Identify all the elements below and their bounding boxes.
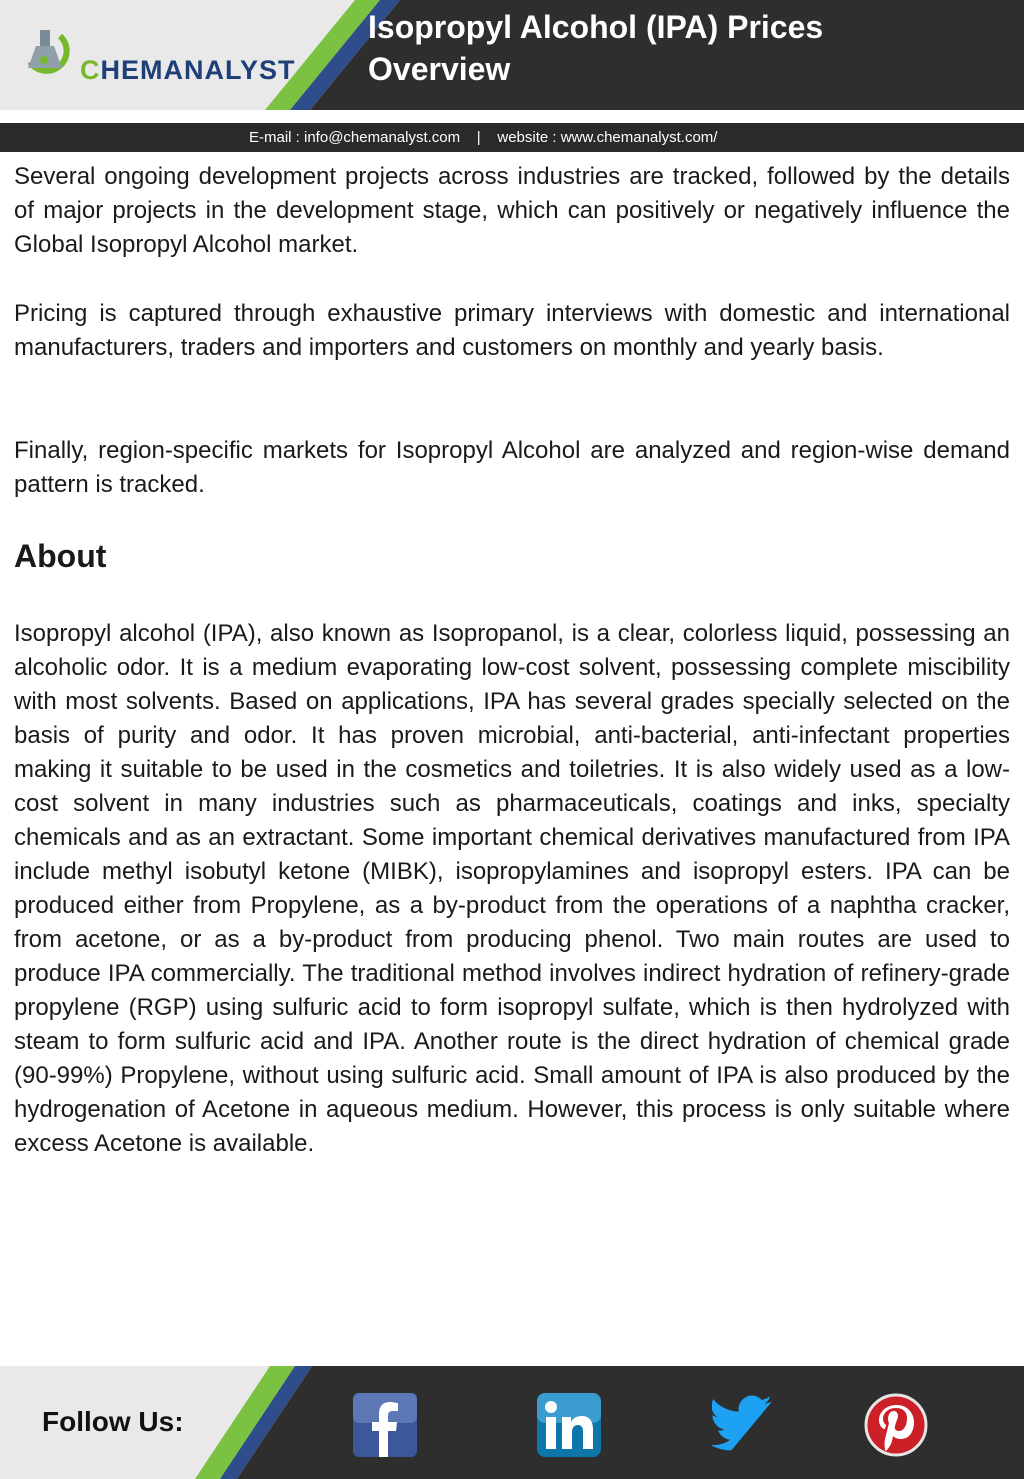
pinterest-icon[interactable] [864, 1393, 928, 1457]
flask-logo-icon [14, 22, 76, 84]
page-header [0, 0, 1024, 110]
paragraph-development-projects: Several ongoing development projects across industries are tracked, followed by the details of major projects in the development stage, which can positively or negatively influence the Global Isopropyl Alcohol market. [14, 163, 1010, 258]
twitter-icon[interactable] [712, 1393, 776, 1457]
page-title: Isopropyl Alcohol (IPA) Prices Overview [368, 9, 824, 87]
follow-us-label: Follow Us: [42, 1406, 184, 1437]
contact-info: E-mail : info@chemanalyst.com | website : www.chemanalyst.com/ [249, 129, 718, 146]
chemanalyst-logo [14, 22, 294, 88]
paragraph-pricing: Pricing is captured through exhaustive primary interviews with domestic and international manufacturers, traders and importers and customers on monthly and yearly basis. [14, 300, 1010, 361]
logo-wordmark: CHEMANALYST [80, 55, 296, 85]
linkedin-icon[interactable] [537, 1393, 601, 1457]
page-footer [0, 1366, 1024, 1479]
facebook-icon[interactable] [353, 1393, 417, 1457]
about-heading: About [14, 538, 107, 574]
contact-bar [0, 123, 1024, 152]
paragraph-regional-markets: Finally, region-specific markets for Isopropyl Alcohol are analyzed and region-wise demand pattern is tracked. [14, 437, 1010, 498]
paragraph-about: Isopropyl alcohol (IPA), also known as Isopropanol, is a clear, colorless liquid, possessing an alcoholic odor. It is a medium evaporating low-cost solvent, possessing complete miscibility with most solvents. Based on applications, IPA has several grades specially selected on the basis of purity and odor. It has proven microbial, anti-bacterial, anti-infectant properties making it suitable to be used in the cosmetics and toiletries. It is also widely used as a low-cost solvent in many industries such as pharmaceuticals, coatings and inks, specialty chemicals and as an extractant. Some important chemical derivatives manufactured from IPA include methyl isobutyl ketone (MIBK), isopropylamines and isopropyl esters. IPA can be produced either from Propylene, as a by-product from the operations of a naphtha cracker, from acetone, or as a by-product from producing phenol. Two main routes are used to produce IPA commercially. The traditional method involves indirect hydration of refinery-grade propylene (RGP) using sulfuric acid to form isopropyl sulfate, which is then hydrolyzed with steam to form sulfuric acid and IPA. Another route is the direct hydration of chemical grade (90-99%) Propylene, without using sulfuric acid. Small amount of IPA is also produced by the hydrogenation of Acetone in aqueous medium. However, this process is only suitable where excess Acetone is available. [14, 620, 1010, 1157]
